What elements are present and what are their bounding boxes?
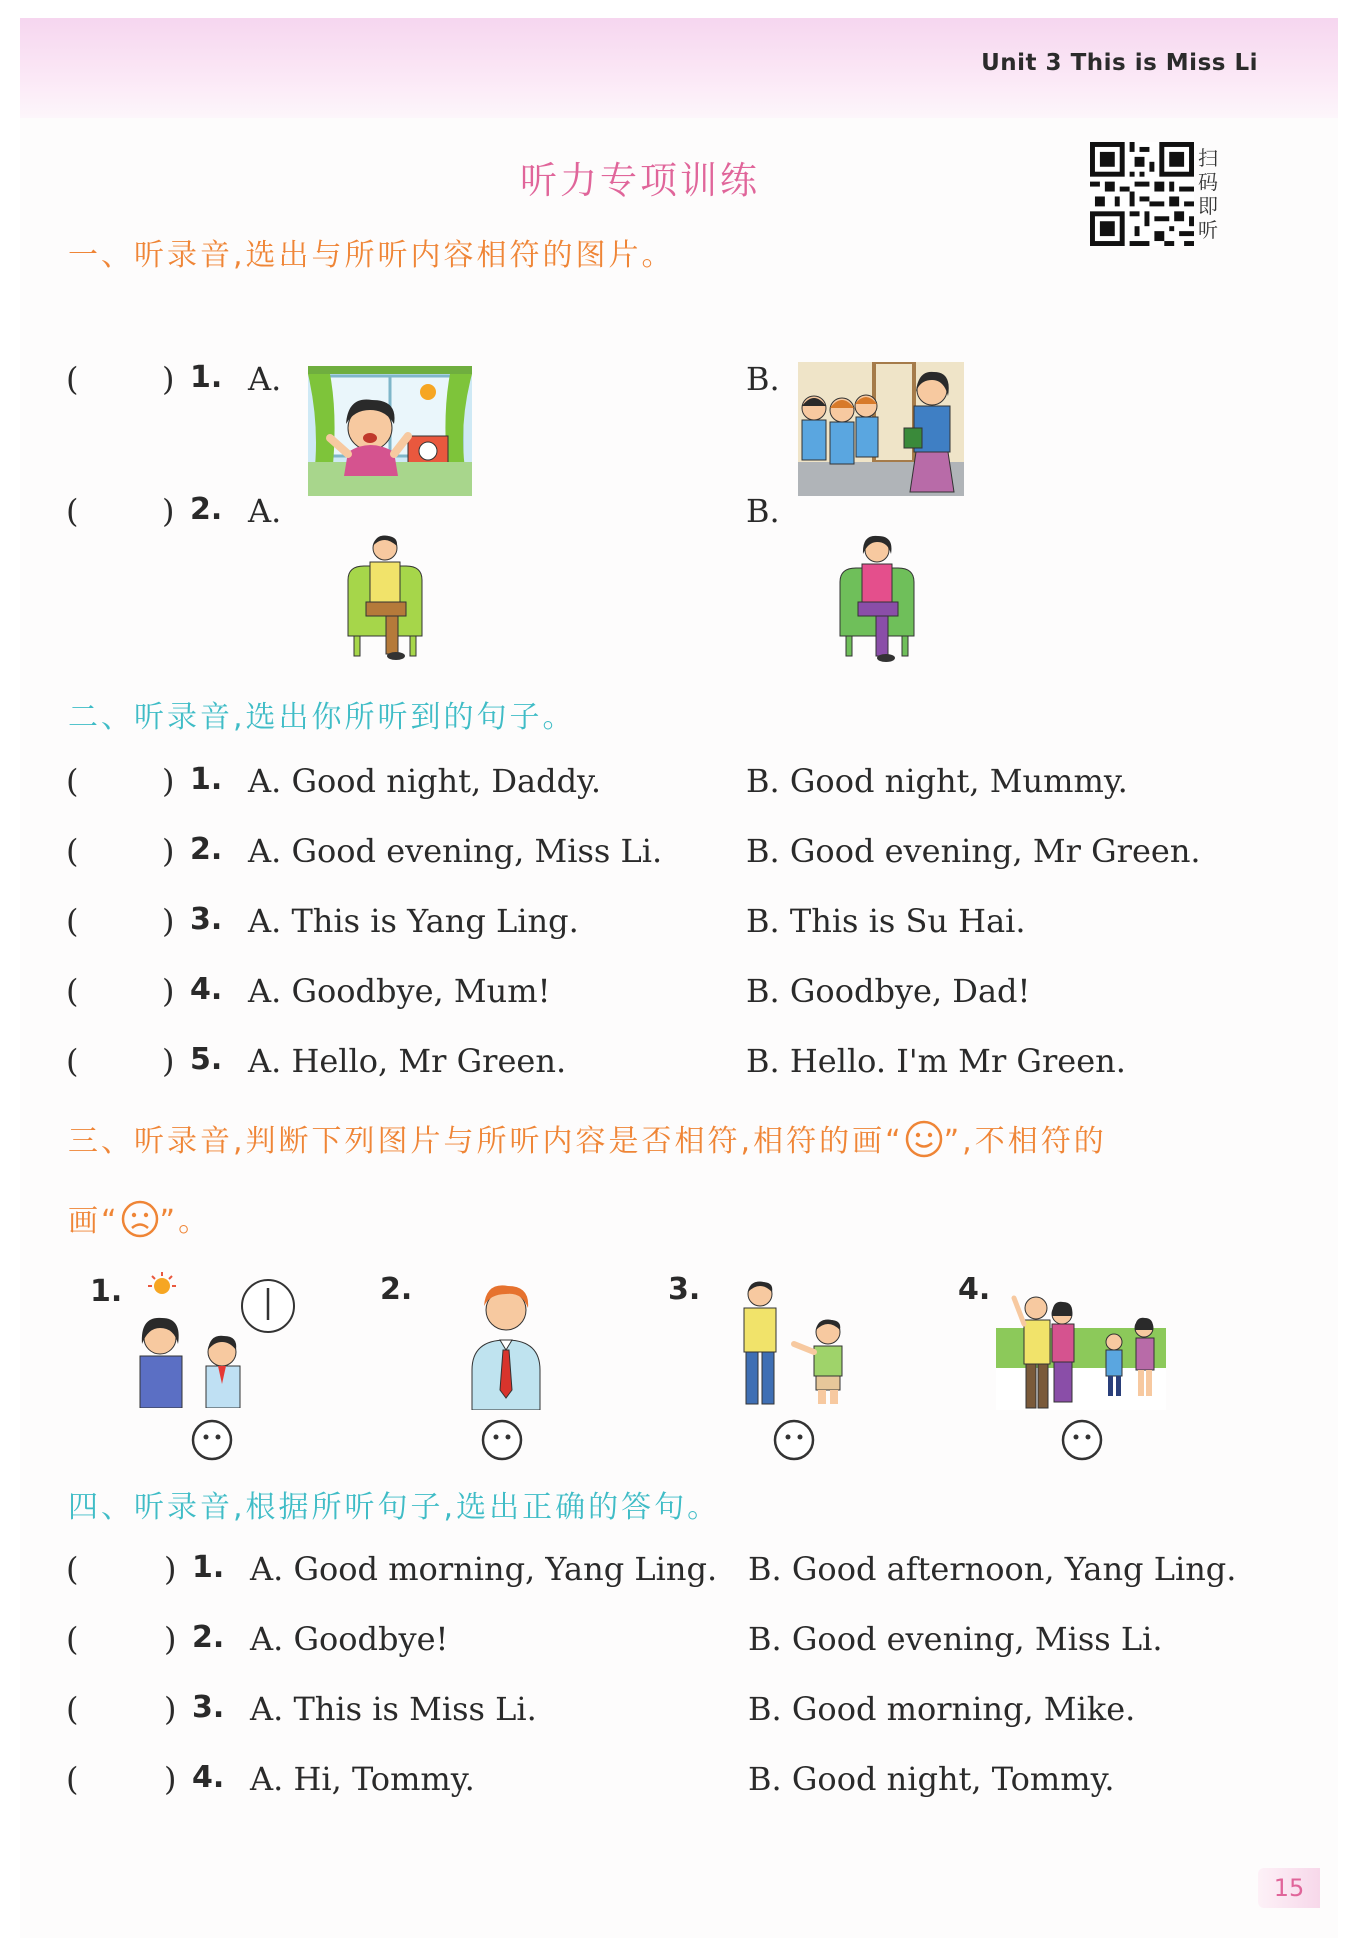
option-a-text: A. Goodbye, Mum! <box>248 972 551 1010</box>
section4-item-2 <box>66 1620 1266 1664</box>
option-b-text: B. Good evening, Miss Li. <box>748 1620 1163 1658</box>
option-a-text: A. This is Miss Li. <box>250 1690 537 1728</box>
section3-title-part3: 画“ <box>68 1204 120 1239</box>
option-b-text: B. Good morning, Mike. <box>748 1690 1136 1728</box>
tf-answer-face-2[interactable] <box>480 1418 524 1462</box>
answer-paren-left: ( <box>66 1620 79 1658</box>
answer-paren-left: ( <box>66 492 79 530</box>
item-number: 2. <box>192 1620 225 1655</box>
item-number: 4. <box>192 1760 225 1795</box>
sad-face-icon <box>120 1199 160 1239</box>
option-b-text: B. Good afternoon, Yang Ling. <box>748 1550 1237 1588</box>
option-b-text: B. Good night, Tommy. <box>748 1760 1115 1798</box>
item-number: 1. <box>190 762 223 797</box>
section1-item-2 <box>66 492 1266 536</box>
section2-item-4 <box>66 972 1266 1016</box>
page-title: 听力专项训练 <box>520 159 760 202</box>
section3-title-part2: ”,不相符的 <box>943 1124 1107 1159</box>
answer-paren-left: ( <box>66 1760 79 1798</box>
item-number: 3. <box>190 902 223 937</box>
unit-title: Unit 3 This is Miss Li <box>981 50 1258 76</box>
answer-paren-left: ( <box>66 1042 79 1080</box>
section3-title-part4: ”。 <box>159 1204 212 1239</box>
section2-item-2 <box>66 832 1266 876</box>
man-and-boy-picture[interactable] <box>732 1278 852 1408</box>
option-b-text: B. This is Su Hai. <box>746 902 1026 940</box>
answer-paren-right: ) <box>162 762 175 800</box>
girl-waking-picture[interactable] <box>308 366 472 496</box>
option-b-text: B. Good night, Mummy. <box>746 762 1128 800</box>
smile-face-icon <box>904 1119 944 1159</box>
tf-item-number-3: 3. <box>668 1272 701 1307</box>
tf-item-number-1: 1. <box>90 1274 123 1309</box>
option-a-text: A. This is Yang Ling. <box>248 902 579 940</box>
section4-item-3 <box>66 1690 1266 1734</box>
answer-paren-right: ) <box>162 832 175 870</box>
man-in-armchair-picture[interactable] <box>340 532 430 662</box>
qr-label: 扫码即听 <box>1198 146 1218 242</box>
answer-paren-left: ( <box>66 902 79 940</box>
option-a-text: A. Good morning, Yang Ling. <box>250 1550 718 1588</box>
answer-paren-left: ( <box>66 762 79 800</box>
section4-item-1 <box>66 1550 1266 1594</box>
tf-item-number-2: 2. <box>380 1272 413 1307</box>
option-b-text: B. Hello. I'm Mr Green. <box>746 1042 1126 1080</box>
section2-title: 二、听录音,选出你所听到的句子。 <box>68 700 576 735</box>
item-number: 2. <box>190 832 223 867</box>
item-number: 2. <box>190 492 223 527</box>
answer-paren-right: ) <box>164 1760 177 1798</box>
teacher-boy-morning-picture[interactable] <box>130 1272 300 1408</box>
section2-item-5 <box>66 1042 1266 1086</box>
item-number: 4. <box>190 972 223 1007</box>
option-a-text: A. Good night, Daddy. <box>248 762 602 800</box>
answer-paren-right: ) <box>162 1042 175 1080</box>
man-with-tie-picture[interactable] <box>464 1280 548 1410</box>
section3-title-line2 <box>68 1196 211 1240</box>
answer-paren-left: ( <box>66 1550 79 1588</box>
tf-answer-face-3[interactable] <box>772 1418 816 1462</box>
answer-paren-left: ( <box>66 360 79 398</box>
section2-item-3 <box>66 902 1266 946</box>
option-b-text: B. Goodbye, Dad! <box>746 972 1031 1010</box>
option-a-label: A. <box>248 492 282 530</box>
item-number: 5. <box>190 1042 223 1077</box>
option-a-label: A. <box>248 360 282 398</box>
families-waving-picture[interactable] <box>996 1288 1166 1410</box>
answer-paren-right: ) <box>162 902 175 940</box>
page-number: 15 <box>1258 1868 1320 1908</box>
option-b-label: B. <box>746 360 780 398</box>
answer-paren-right: ) <box>164 1690 177 1728</box>
section3-title-part1: 三、听录音,判断下列图片与所听内容是否相符,相符的画“ <box>68 1124 904 1159</box>
answer-paren-right: ) <box>164 1620 177 1658</box>
tf-answer-face-1[interactable] <box>190 1418 234 1462</box>
answer-paren-left: ( <box>66 972 79 1010</box>
section4-title: 四、听录音,根据所听句子,选出正确的答句。 <box>68 1490 721 1525</box>
section4-item-4 <box>66 1760 1266 1804</box>
section2-item-1 <box>66 762 1266 806</box>
students-teacher-picture[interactable] <box>798 362 964 496</box>
option-a-text: A. Hi, Tommy. <box>250 1760 475 1798</box>
answer-paren-right: ) <box>162 360 175 398</box>
option-a-text: A. Good evening, Miss Li. <box>248 832 663 870</box>
answer-paren-right: ) <box>162 492 175 530</box>
option-a-text: A. Goodbye! <box>250 1620 449 1658</box>
woman-in-armchair-picture[interactable] <box>832 532 922 664</box>
option-a-text: A. Hello, Mr Green. <box>248 1042 567 1080</box>
item-number: 1. <box>190 360 223 395</box>
item-number: 3. <box>192 1690 225 1725</box>
qr-code-icon[interactable] <box>1090 142 1194 246</box>
answer-paren-right: ) <box>164 1550 177 1588</box>
section1-title: 一、听录音,选出与所听内容相符的图片。 <box>68 238 675 273</box>
answer-paren-left: ( <box>66 832 79 870</box>
answer-paren-left: ( <box>66 1690 79 1728</box>
tf-item-number-4: 4. <box>958 1272 991 1307</box>
answer-paren-right: ) <box>162 972 175 1010</box>
section1-item-1 <box>66 360 1266 404</box>
section3-title-line1 <box>68 1116 1107 1160</box>
item-number: 1. <box>192 1550 225 1585</box>
tf-answer-face-4[interactable] <box>1060 1418 1104 1462</box>
option-b-label: B. <box>746 492 780 530</box>
option-b-text: B. Good evening, Mr Green. <box>746 832 1201 870</box>
